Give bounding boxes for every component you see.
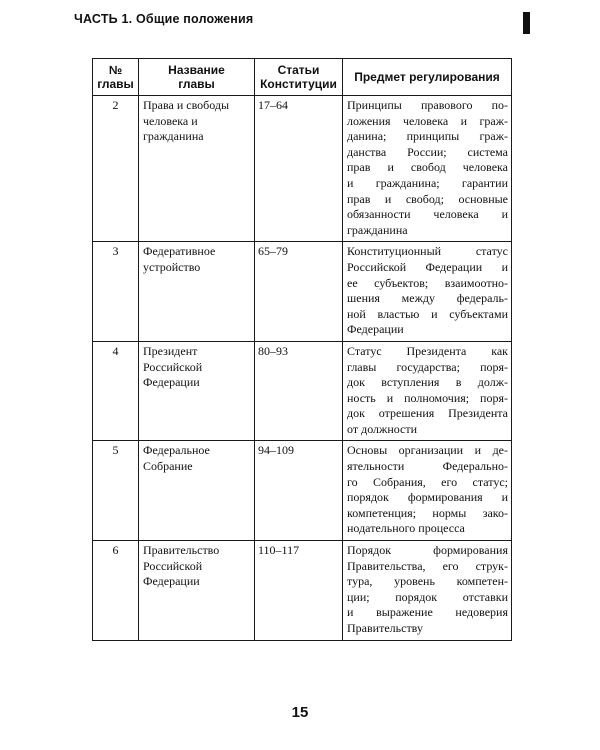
regulation-subject-line: Основы организации и де- [347, 443, 508, 458]
regulation-subject [343, 541, 512, 641]
chapter-name [139, 541, 255, 641]
chapter-name-line: Президент [143, 343, 198, 358]
regulation-subject-line: Порядок формирования [347, 543, 508, 558]
regulation-subject-line: прав и свобод; основные [347, 191, 508, 206]
chapter-number: 3 [93, 242, 139, 342]
column-header-line: главы [97, 77, 134, 91]
table-header-row [93, 59, 512, 96]
regulation-subject-line: данства России; система [347, 144, 508, 159]
column-header-line: Конституции [260, 77, 337, 91]
regulation-subject-line: Принципы правового по- [347, 98, 508, 112]
header-thumb-bar [523, 12, 530, 34]
regulation-subject-line: Конституционный статус [347, 244, 508, 259]
regulation-subject-line: гражданина [347, 222, 408, 237]
regulation-subject-line: и выражение недоверия [347, 605, 508, 620]
regulation-subject-line: ной властью и субъектами [347, 306, 508, 321]
regulation-subject-line: тура, уровень компетен- [347, 574, 508, 589]
regulation-subject [343, 341, 512, 441]
regulation-subject-line: док вступления в долж- [347, 375, 508, 390]
table-row [93, 541, 512, 641]
constitution-articles: 65–79 [255, 242, 343, 342]
regulation-subject-line: главы государства; поря- [347, 359, 508, 374]
regulation-subject-line: прав и свобод человека [347, 160, 508, 175]
regulation-subject [343, 441, 512, 541]
running-title: ЧАСТЬ 1. Общие положения [74, 12, 254, 26]
chapter-name-line: Российской [143, 359, 203, 374]
column-header-number [93, 59, 139, 96]
regulation-subject-line: данина; принципы граж- [347, 129, 508, 144]
chapter-name-line: Права и свободы [143, 98, 230, 112]
column-header-line: Предмет регулирования [354, 70, 500, 84]
chapter-name-line: Правительство [143, 543, 220, 558]
table-body [93, 96, 512, 641]
chapter-name-line: Федерации [143, 574, 200, 589]
chapter-name-line: Собрание [143, 459, 193, 474]
running-header [74, 12, 530, 34]
regulation-subject-line: компетенция; нормы зако- [347, 505, 508, 520]
table-row [93, 341, 512, 441]
chapter-number: 6 [93, 541, 139, 641]
regulation-subject-line: ность и полномочия; поря- [347, 390, 508, 405]
chapter-name [139, 441, 255, 541]
constitution-articles: 17–64 [255, 96, 343, 242]
regulation-subject-line: го Собрания, его статус; [347, 474, 508, 489]
chapter-number: 2 [93, 96, 139, 242]
column-header-line: № [108, 63, 123, 77]
column-header-chapter-name [139, 59, 255, 96]
regulation-subject-line: Федерации [347, 322, 404, 337]
regulation-subject [343, 242, 512, 342]
chapter-name-line: человека и [143, 113, 198, 128]
constitution-articles: 80–93 [255, 341, 343, 441]
regulation-subject-line: от должности [347, 421, 418, 436]
chapter-name-line: Федеративное [143, 244, 216, 259]
constitution-chapters-table-wrap [92, 58, 511, 641]
regulation-subject-line: Российской Федерации и [347, 259, 508, 274]
column-header-articles [255, 59, 343, 96]
constitution-chapters-table [92, 58, 512, 641]
regulation-subject-line: Правительству [347, 621, 423, 635]
column-header-line: главы [178, 77, 215, 91]
column-header-line: Статьи [277, 63, 320, 77]
column-header-line: Название [168, 63, 225, 77]
regulation-subject-line: Правительства, его струк- [347, 558, 508, 573]
chapter-number: 4 [93, 341, 139, 441]
regulation-subject-line: ции; порядок отставки [347, 589, 508, 604]
page-number: 15 [291, 704, 309, 721]
regulation-subject-line: шения между федераль- [347, 291, 508, 306]
chapter-name-line: устройство [143, 259, 201, 274]
regulation-subject-line: док отрешения Президента [347, 406, 508, 421]
table-row [93, 96, 512, 242]
constitution-articles: 94–109 [255, 441, 343, 541]
regulation-subject-line: и гражданина; гарантии [347, 175, 508, 190]
chapter-name-line: Федерации [143, 375, 200, 390]
regulation-subject [343, 96, 512, 242]
regulation-subject-line: ее субъектов; взаимоотно- [347, 275, 508, 290]
chapter-name-line: гражданина [143, 129, 204, 144]
regulation-subject-line: порядок формирования и [347, 490, 508, 505]
chapter-name [139, 341, 255, 441]
regulation-subject-line: ятельности Федерально- [347, 459, 508, 474]
regulation-subject-line: обязанности человека и [347, 207, 508, 222]
chapter-name [139, 96, 255, 242]
chapter-name-line: Российской [143, 558, 203, 573]
table-row [93, 242, 512, 342]
chapter-name-line: Федеральное [143, 443, 210, 458]
regulation-subject-line: нодательного процесса [347, 521, 465, 536]
regulation-subject-line: Статус Президента как [347, 343, 508, 358]
chapter-name [139, 242, 255, 342]
chapter-number: 5 [93, 441, 139, 541]
table-row [93, 441, 512, 541]
regulation-subject-line: ложения человека и граж- [347, 113, 508, 128]
constitution-articles: 110–117 [255, 541, 343, 641]
column-header-subject [343, 59, 512, 96]
